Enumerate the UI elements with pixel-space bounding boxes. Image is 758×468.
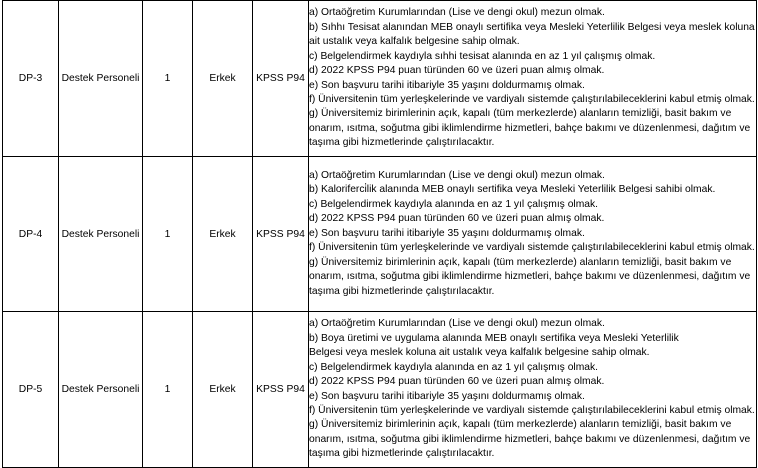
requirement-line: onarım, ısıtma, soğutma gibi iklimlendirme hizmetleri, bahçe bakımı ve düzenlenmesi, dağıtım ve [309,122,751,134]
position-count: 1 [143,312,193,468]
requirement-line: f) Üniversitenin tüm yerleşkelerinde ve vardiyalı sistemde çalıştırılabileceklerini kabul etmiş olmak. [309,242,755,254]
position-gender: Erkek [193,312,253,468]
position-exam-type: KPSS P94 [253,157,309,312]
position-title: Destek Personeli [59,312,143,468]
position-title: Destek Personeli [59,1,143,157]
position-count: 1 [143,1,193,157]
requirement-line: onarım, ısıtma, soğutma gibi iklimlendirme hizmetleri, bahçe bakımı ve düzenlenmesi, dağıtım ve [309,433,751,445]
position-code: DP-4 [3,157,59,312]
positions-table [2,0,757,468]
position-requirements [309,312,757,468]
requirement-line: b) Kaloriferci̇lik alanında MEB onaylı sertifika veya Mesleki Yeterlilik Belgesi sahibi olmak. [309,184,716,196]
requirement-line: e) Son başvuru tarihi itibariyle 35 yaşını doldurmamış olmak. [309,390,585,402]
requirement-line: a) Ortaöğretim Kurumlarından (Lise ve dengi okul) mezun olmak. [309,169,605,181]
requirement-line: Belgesi veya meslek koluna ait ustalık veya kalfalık belgesine sahip olmak. [309,347,650,359]
requirement-line: ait ustalık veya kalfalık belgesine sahip olmak. [309,36,520,48]
requirement-line: e) Son başvuru tarihi itibariyle 35 yaşını doldurmamış olmak. [309,79,585,91]
position-requirements [309,1,757,157]
requirement-line: d) 2022 KPSS P94 puan türünden 60 ve üzeri puan almış olmak. [309,213,605,225]
position-count: 1 [143,157,193,312]
table-row [3,1,757,157]
position-exam-type: KPSS P94 [253,1,309,157]
table-row [3,157,757,312]
requirement-line: g) Üniversitemiz birimlerinin açık, kapalı (tüm merkezlerde) alanların temizliği, basit bakım ve [309,419,732,431]
requirement-line: c) Belgelendirmek kaydıyla alanında en az 1 yıl çalışmış olmak. [309,198,599,210]
requirement-line: g) Üniversitemiz birimlerinin açık, kapalı (tüm merkezlerde) alanların temizliği, basit bakım ve [309,256,732,268]
requirement-line: onarım, ısıtma, soğutma gibi iklimlendirme hizmetleri, bahçe bakımı ve düzenlenmesi, dağıtım ve [309,271,751,283]
position-exam-type: KPSS P94 [253,312,309,468]
position-code: DP-5 [3,312,59,468]
requirement-line: taşıma gibi hizmetlerinde çalıştırılacaktır. [309,448,495,460]
requirement-line: a) Ortaöğretim Kurumlarından (Lise ve dengi okul) mezun olmak. [309,7,605,19]
position-title: Destek Personeli [59,157,143,312]
requirement-line: a) Ortaöğretim Kurumlarından (Lise ve dengi okul) mezun olmak. [309,318,605,330]
requirement-line: taşıma gibi hizmetlerinde çalıştırılacaktır. [309,137,495,149]
position-gender: Erkek [193,157,253,312]
requirement-line: taşıma gibi hizmetlerinde çalıştırılacaktır. [309,285,495,297]
requirement-line: d) 2022 KPSS P94 puan türünden 60 ve üzeri puan almış olmak. [309,376,605,388]
position-gender: Erkek [193,1,253,157]
position-code: DP-3 [3,1,59,157]
requirement-line: c) Belgelendirmek kaydıyla sıhhi tesisat alanında en az 1 yıl çalışmış olmak. [309,50,656,62]
requirement-line: f) Üniversitenin tüm yerleşkelerinde ve vardiyalı sistemde çalıştırılabileceklerini kabul etmiş olmak. [309,404,755,416]
requirement-line: c) Belgelendirmek kaydıyla alanında en az 1 yıl çalışmış olmak. [309,361,599,373]
requirement-line: f) Üniversitenin tüm yerleşkelerinde ve vardiyalı sistemde çalıştırılabileceklerini kabul etmiş olmak. [309,93,755,105]
requirement-line: d) 2022 KPSS P94 puan türünden 60 ve üzeri puan almış olmak. [309,65,605,77]
position-requirements [309,157,757,312]
requirement-line: e) Son başvuru tarihi itibariyle 35 yaşını doldurmamış olmak. [309,227,585,239]
table-row [3,312,757,468]
requirement-line: b) Sıhhı Tesisat alanından MEB onaylı sertifika veya Mesleki Yeterlilik Belgesi veya meslek koluna [309,21,755,33]
requirement-line: g) Üniversitemiz birimlerinin açık, kapalı (tüm merkezlerde) alanların temizliği, basit bakım ve [309,108,732,120]
requirement-line: b) Boya üretimi ve uygulama alanında MEB onaylı sertifika veya Mesleki Yeterlilik [309,332,679,344]
